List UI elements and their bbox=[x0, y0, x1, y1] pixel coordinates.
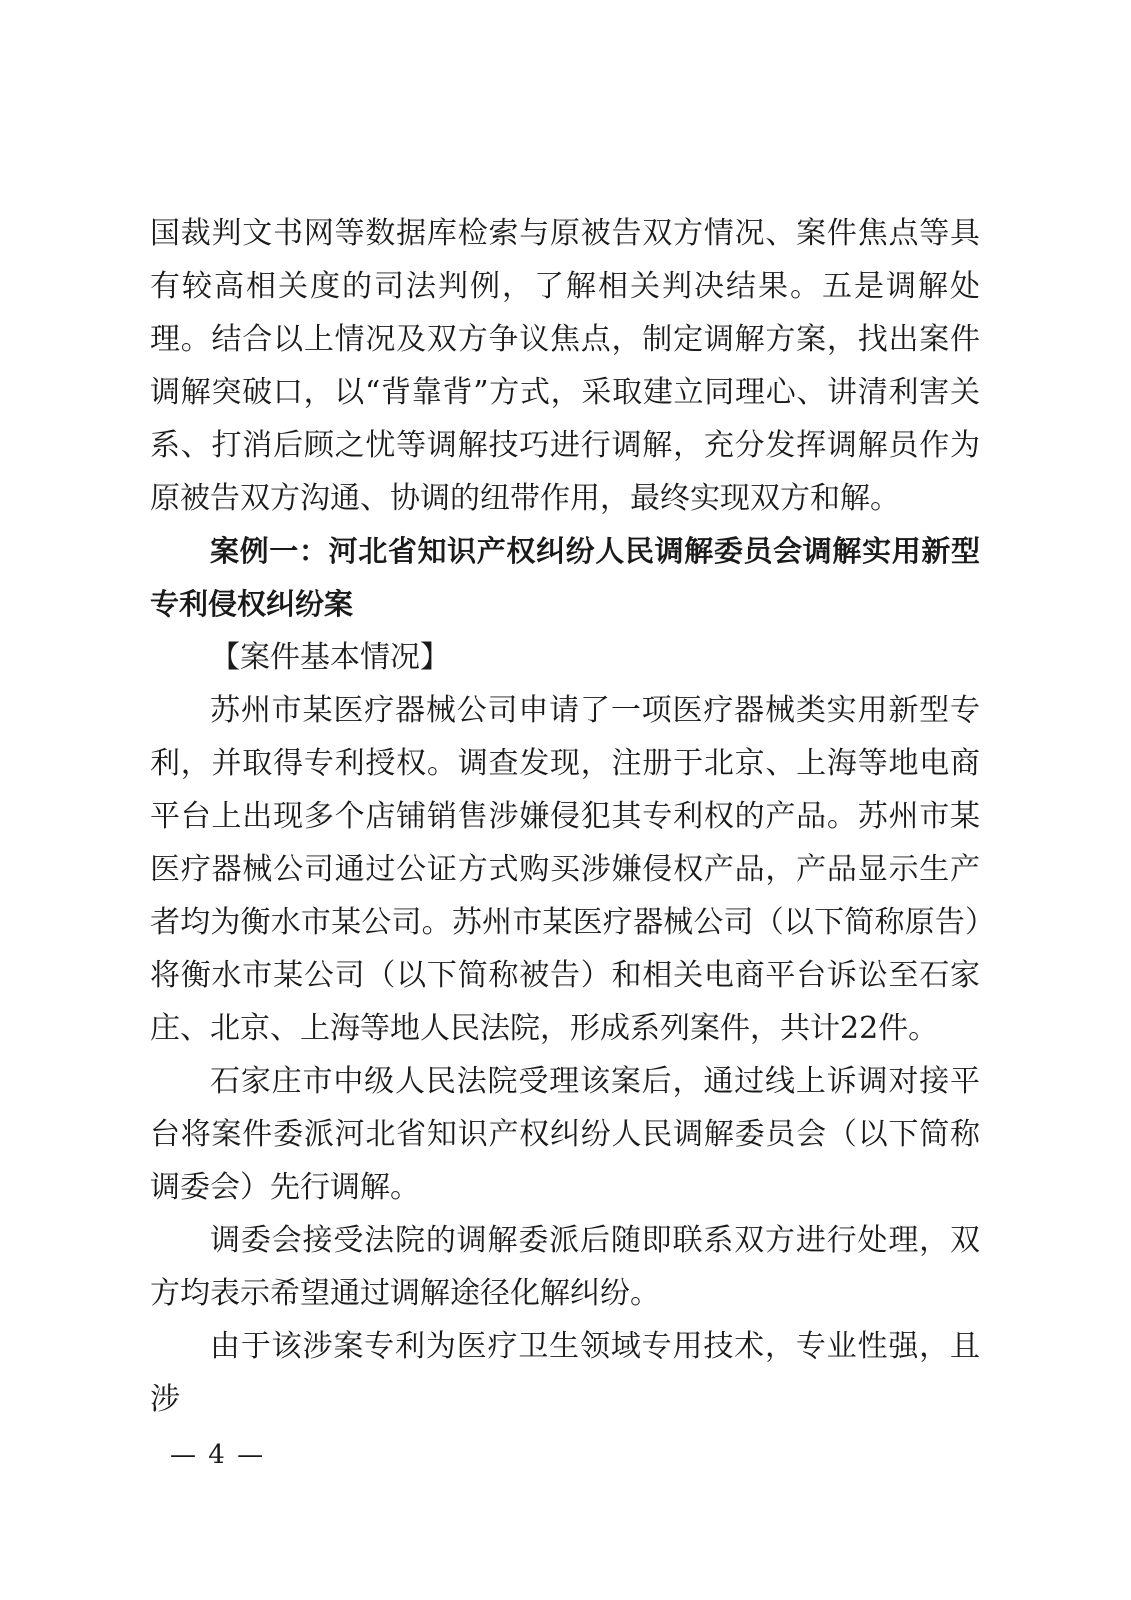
paragraph: 苏州市某医疗器械公司申请了一项医疗器械类实用新型专利，并取得专利授权。调查发现，注册于北京、上海等地电商平台上出现多个店铺销售涉嫌侵犯其专利权的产品。苏州市某医疗器械公司通过公证方式购买涉嫌侵权产品，产品显示生产者均为衡水市某公司。苏州市某医疗器械公司（以下简称原告）将衡水市某公司（以下简称被告）和相关电商平台诉讼至石家庄、北京、上海等地人民法院，形成系列案件，共计22件。 bbox=[150, 693, 980, 1046]
document-body bbox=[150, 207, 980, 1426]
paragraph: 石家庄市中级人民法院受理该案后，通过线上诉调对接平台将案件委派河北省知识产权纠纷人民调解委员会（以下简称调委会）先行调解。 bbox=[150, 1064, 980, 1205]
paragraph: 调委会接受法院的调解委派后随即联系双方进行处理，双方均表示希望通过调解途径化解纠纷。 bbox=[150, 1223, 980, 1311]
page-number: — 4 — bbox=[170, 1440, 266, 1470]
section-label: 【案件基本情况】 bbox=[210, 640, 450, 675]
paragraph-continuation: 国裁判文书网等数据库检索与原被告双方情况、案件焦点等具有较高相关度的司法判例，了解相关判决结果。五是调解处理。结合以上情况及双方争议焦点，制定调解方案，找出案件调解突破口，以“背靠背”方式，采取建立同理心、讲清利害关系、打消后顾之忧等调解技巧进行调解，充分发挥调解员作为原被告双方沟通、协调的纽带作用，最终实现双方和解。 bbox=[150, 216, 980, 516]
paragraph: 由于该涉案专利为医疗卫生领域专用技术，专业性强，且涉 bbox=[150, 1329, 980, 1417]
case-heading: 案例一：河北省知识产权纠纷人民调解委员会调解实用新型专利侵权纠纷案 bbox=[150, 534, 980, 621]
